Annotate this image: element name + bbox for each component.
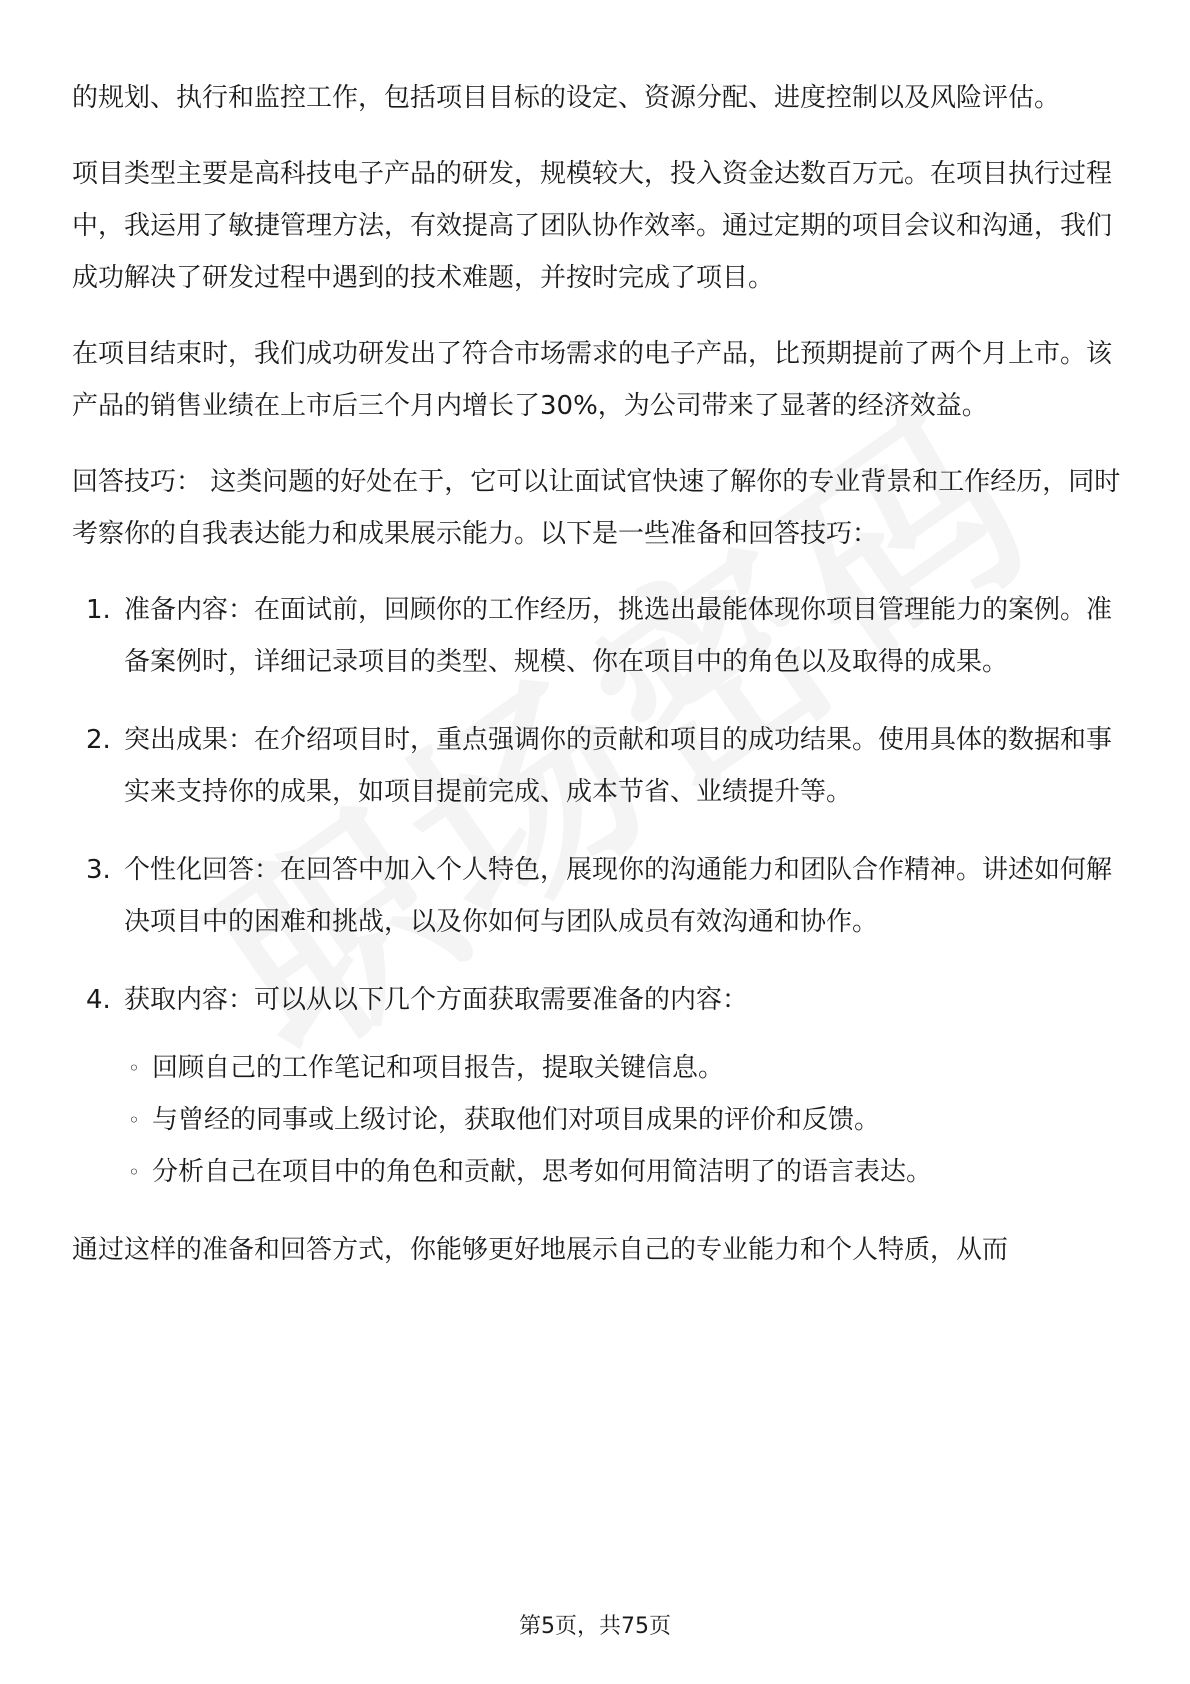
list-item xyxy=(72,844,1122,948)
page-footer: 第5页，共75页 xyxy=(519,1614,671,1639)
paragraph-answer-tips: 回答技巧： 这类问题的好处在于，它可以让面试官快速了解你的专业背景和工作经历，同时考察你的自我表达能力和成果展示能力。以下是一些准备和回答技巧： xyxy=(72,467,1121,549)
list-item-text: 突出成果：在介绍项目时，重点强调你的贡献和项目的成功结果。使用具体的数据和事实来支持你的成果，如项目提前完成、成本节省、业绩提升等。 xyxy=(124,725,1113,807)
list-number: 4. xyxy=(86,985,111,1015)
sub-list-item xyxy=(124,1146,1122,1198)
list-number: 3. xyxy=(86,855,111,885)
paragraph-project-result: 在项目结束时，我们成功研发出了符合市场需求的电子产品，比预期提前了两个月上市。该产品的销售业绩在上市后三个月内增长了30%，为公司带来了显著的经济效益。 xyxy=(72,339,1113,421)
page-content xyxy=(72,72,1122,1300)
list-number: 2. xyxy=(86,725,111,755)
paragraph-closing: 通过这样的准备和回答方式，你能够更好地展示自己的专业能力和个人特质，从而 xyxy=(72,1235,1009,1265)
list-number: 1. xyxy=(86,595,111,625)
bullet-icon: ◦ xyxy=(128,1056,140,1080)
list-item xyxy=(72,714,1122,818)
sub-list-item xyxy=(124,1094,1122,1146)
sub-list xyxy=(124,1042,1122,1198)
sub-list-item-text: 与曾经的同事或上级讨论，获取他们对项目成果的评价和反馈。 xyxy=(152,1105,881,1135)
bullet-icon: ◦ xyxy=(128,1160,140,1184)
tips-list xyxy=(72,584,1122,1198)
paragraph-intro: 的规划、执行和监控工作，包括项目目标的设定、资源分配、进度控制以及风险评估。 xyxy=(72,83,1061,113)
list-item xyxy=(72,974,1122,1198)
list-item xyxy=(72,584,1122,688)
sub-list-item-text: 分析自己在项目中的角色和贡献，思考如何用简洁明了的语言表达。 xyxy=(152,1157,933,1187)
list-item-text: 个性化回答：在回答中加入个人特色，展现你的沟通能力和团队合作精神。讲述如何解决项目中的困难和挑战，以及你如何与团队成员有效沟通和协作。 xyxy=(124,855,1113,937)
list-item-text: 准备内容：在面试前，回顾你的工作经历，挑选出最能体现你项目管理能力的案例。准备案例时，详细记录项目的类型、规模、你在项目中的角色以及取得的成果。 xyxy=(124,595,1113,677)
list-item-text: 获取内容：可以从以下几个方面获取需要准备的内容： xyxy=(124,985,749,1015)
sub-list-item-text: 回顾自己的工作笔记和项目报告，提取关键信息。 xyxy=(152,1053,725,1083)
bullet-icon: ◦ xyxy=(128,1108,140,1132)
paragraph-project-type: 项目类型主要是高科技电子产品的研发，规模较大，投入资金达数百万元。在项目执行过程中，我运用了敏捷管理方法，有效提高了团队协作效率。通过定期的项目会议和沟通，我们成功解决了研发过程中遇到的技术难题，并按时完成了项目。 xyxy=(72,159,1113,293)
sub-list-item xyxy=(124,1042,1122,1094)
